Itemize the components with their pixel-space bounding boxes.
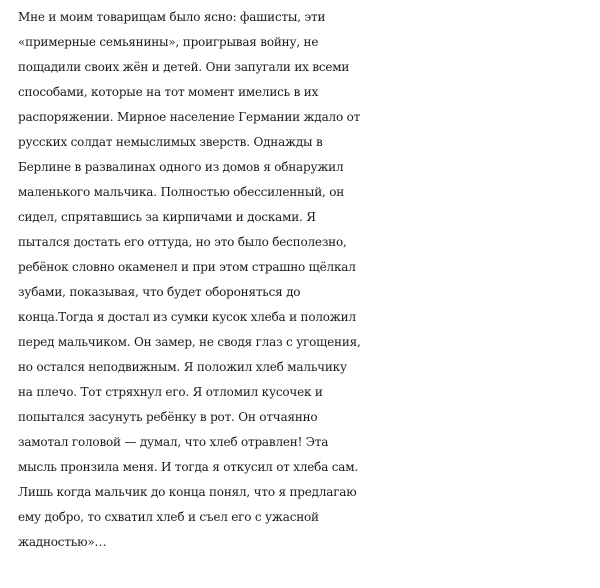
- text-line: на плечо. Тот стряхнул его. Я отломил кусочек и: [18, 385, 323, 399]
- text-line: конца.Тогда я достал из сумки кусок хлеба и положил: [18, 310, 356, 324]
- text-line: Берлине в развалинах одного из домов я обнаружил: [18, 160, 344, 174]
- body-text: [18, 5, 598, 555]
- text-line: пощадили своих жён и детей. Они запугали их всеми: [18, 60, 350, 74]
- text-line: перед мальчиком. Он замер, не сводя глаз с угощения,: [18, 335, 361, 349]
- text-line: попытался засунуть ребёнку в рот. Он отчаянно: [18, 410, 318, 424]
- text-line: ему добро, то схватил хлеб и съел его с ужасной: [18, 510, 319, 524]
- text-line: пытался достать его оттуда, но это было бесполезно,: [18, 235, 347, 249]
- text-line: русских солдат немыслимых зверств. Однажды в: [18, 135, 323, 149]
- text-line: Лишь когда мальчик до конца понял, что я предлагаю: [18, 485, 357, 499]
- text-line: Мне и моим товарищам было ясно: фашисты, эти: [18, 10, 326, 24]
- text-line: распоряжении. Мирное население Германии ждало от: [18, 110, 361, 124]
- text-line: но остался неподвижным. Я положил хлеб мальчику: [18, 360, 347, 374]
- text-line: маленького мальчика. Полностью обессиленный, он: [18, 185, 345, 199]
- text-line: мысль пронзила меня. И тогда я откусил от хлеба сам.: [18, 460, 358, 474]
- text-line: ребёнок словно окаменел и при этом страшно щёлкал: [18, 260, 356, 274]
- text-line: жадностью»…: [18, 535, 107, 549]
- text-line: зубами, показывая, что будет обороняться до: [18, 285, 301, 299]
- text-line: «примерные семьянины», проигрывая войну, не: [18, 35, 319, 49]
- text-line: способами, которые на тот момент имелись в их: [18, 85, 319, 99]
- text-line: замотал головой — думал, что хлеб отравлен! Эта: [18, 435, 329, 449]
- text-line: сидел, спрятавшись за кирпичами и досками. Я: [18, 210, 316, 224]
